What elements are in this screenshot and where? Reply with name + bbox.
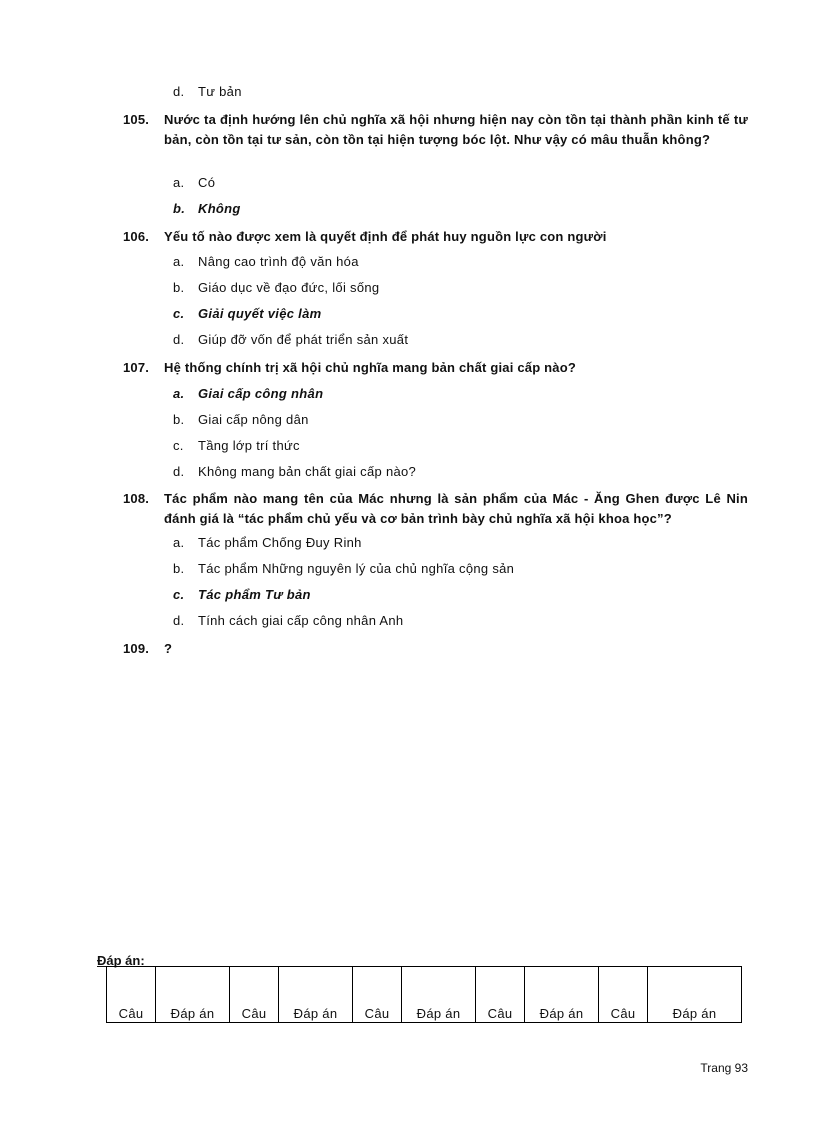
option-letter: c. (173, 438, 184, 453)
header-cell-answer: Đáp án (156, 967, 230, 1023)
header-cell-question: Câu (353, 967, 402, 1023)
option-text: Tư bản (198, 84, 242, 99)
header-cell-answer: Đáp án (525, 967, 599, 1023)
question-105 (123, 110, 748, 149)
header-cell-answer: Đáp án (402, 967, 476, 1023)
option-106-c-correct (173, 306, 321, 321)
option-text: Tác phẩm Chống Đuy Rinh (198, 535, 362, 550)
question-number: 106. (123, 229, 150, 244)
question-number: 105. (123, 112, 150, 127)
question-109 (123, 639, 748, 659)
option-text: Tầng lớp trí thức (198, 438, 300, 453)
option-letter: d. (173, 332, 185, 347)
option-106-b (173, 280, 379, 295)
option-letter: b. (173, 412, 185, 427)
question-number: 107. (123, 360, 150, 375)
header-cell-question: Câu (107, 967, 156, 1023)
header-cell-answer: Đáp án (648, 967, 742, 1023)
header-cell-question: Câu (476, 967, 525, 1023)
option-letter: d. (173, 84, 185, 99)
option-letter: b. (173, 280, 185, 295)
answer-table-header-row (107, 967, 742, 1023)
option-text: Giải quyết việc làm (198, 306, 322, 321)
option-letter: b. (173, 561, 185, 576)
option-letter: a. (173, 175, 185, 190)
option-107-b (173, 412, 309, 427)
option-105-b-correct (173, 201, 241, 216)
question-text: Hệ thống chính trị xã hội chủ nghĩa mang bản chất giai cấp nào? (164, 360, 577, 375)
option-text: Tác phẩm Những nguyên lý của chủ nghĩa cộng sản (198, 561, 515, 576)
option-text: Tính cách giai cấp công nhân Anh (198, 613, 404, 628)
option-105-a (173, 175, 215, 190)
option-106-a (173, 254, 359, 269)
option-text: Giai cấp công nhân (198, 386, 324, 401)
option-107-d (173, 464, 416, 479)
option-letter: b. (173, 201, 186, 216)
option-letter: a. (173, 254, 185, 269)
answers-title: Đáp án: (97, 953, 145, 968)
option-letter: c. (173, 306, 185, 321)
page-footer: Trang 93 (700, 1061, 748, 1075)
option-text: Giáo dục về đạo đức, lối sống (198, 280, 380, 295)
option-text: Không (198, 201, 241, 216)
answer-table (106, 966, 742, 1023)
option-text: Giúp đỡ vốn để phát triển sản xuất (198, 332, 409, 347)
option-106-d (173, 332, 408, 347)
option-108-c-correct (173, 587, 311, 602)
question-text: Nước ta định hướng lên chủ nghĩa xã hội nhưng hiện nay còn tồn tại thành phần kinh tế tư bản, còn tồn tại tư sản, còn tồn tại hiện tượng bóc lột. Như vậy có mâu thuẫn không? (164, 112, 748, 147)
header-cell-answer: Đáp án (279, 967, 353, 1023)
option-text: Nâng cao trình độ văn hóa (198, 254, 359, 269)
option-text: Không mang bản chất giai cấp nào? (198, 464, 417, 479)
option-letter: c. (173, 587, 185, 602)
option-text: Có (198, 175, 216, 190)
option-107-a-correct (173, 386, 323, 401)
option-107-c (173, 438, 300, 453)
question-106 (123, 227, 748, 247)
question-text: ? (164, 641, 173, 656)
header-cell-question: Câu (230, 967, 279, 1023)
option-letter: d. (173, 613, 185, 628)
question-text: Yếu tố nào được xem là quyết định để phát huy nguồn lực con người (164, 229, 607, 244)
question-108 (123, 489, 748, 528)
option-prev-d (173, 84, 242, 99)
option-letter: a. (173, 386, 185, 401)
question-text: Tác phẩm nào mang tên của Mác nhưng là sản phẩm của Mác - Ăng Ghen được Lê Nin đánh giá là “tác phẩm chủ yếu và cơ bản trình bày chủ nghĩa xã hội khoa học”? (164, 491, 748, 526)
option-text: Giai cấp nông dân (198, 412, 309, 427)
option-letter: d. (173, 464, 185, 479)
header-cell-question: Câu (599, 967, 648, 1023)
option-108-b (173, 561, 514, 576)
option-108-a (173, 535, 362, 550)
option-text: Tác phẩm Tư bản (198, 587, 311, 602)
question-number: 108. (123, 491, 150, 506)
question-107 (123, 358, 748, 378)
option-letter: a. (173, 535, 185, 550)
option-108-d (173, 613, 403, 628)
question-number: 109. (123, 641, 150, 656)
